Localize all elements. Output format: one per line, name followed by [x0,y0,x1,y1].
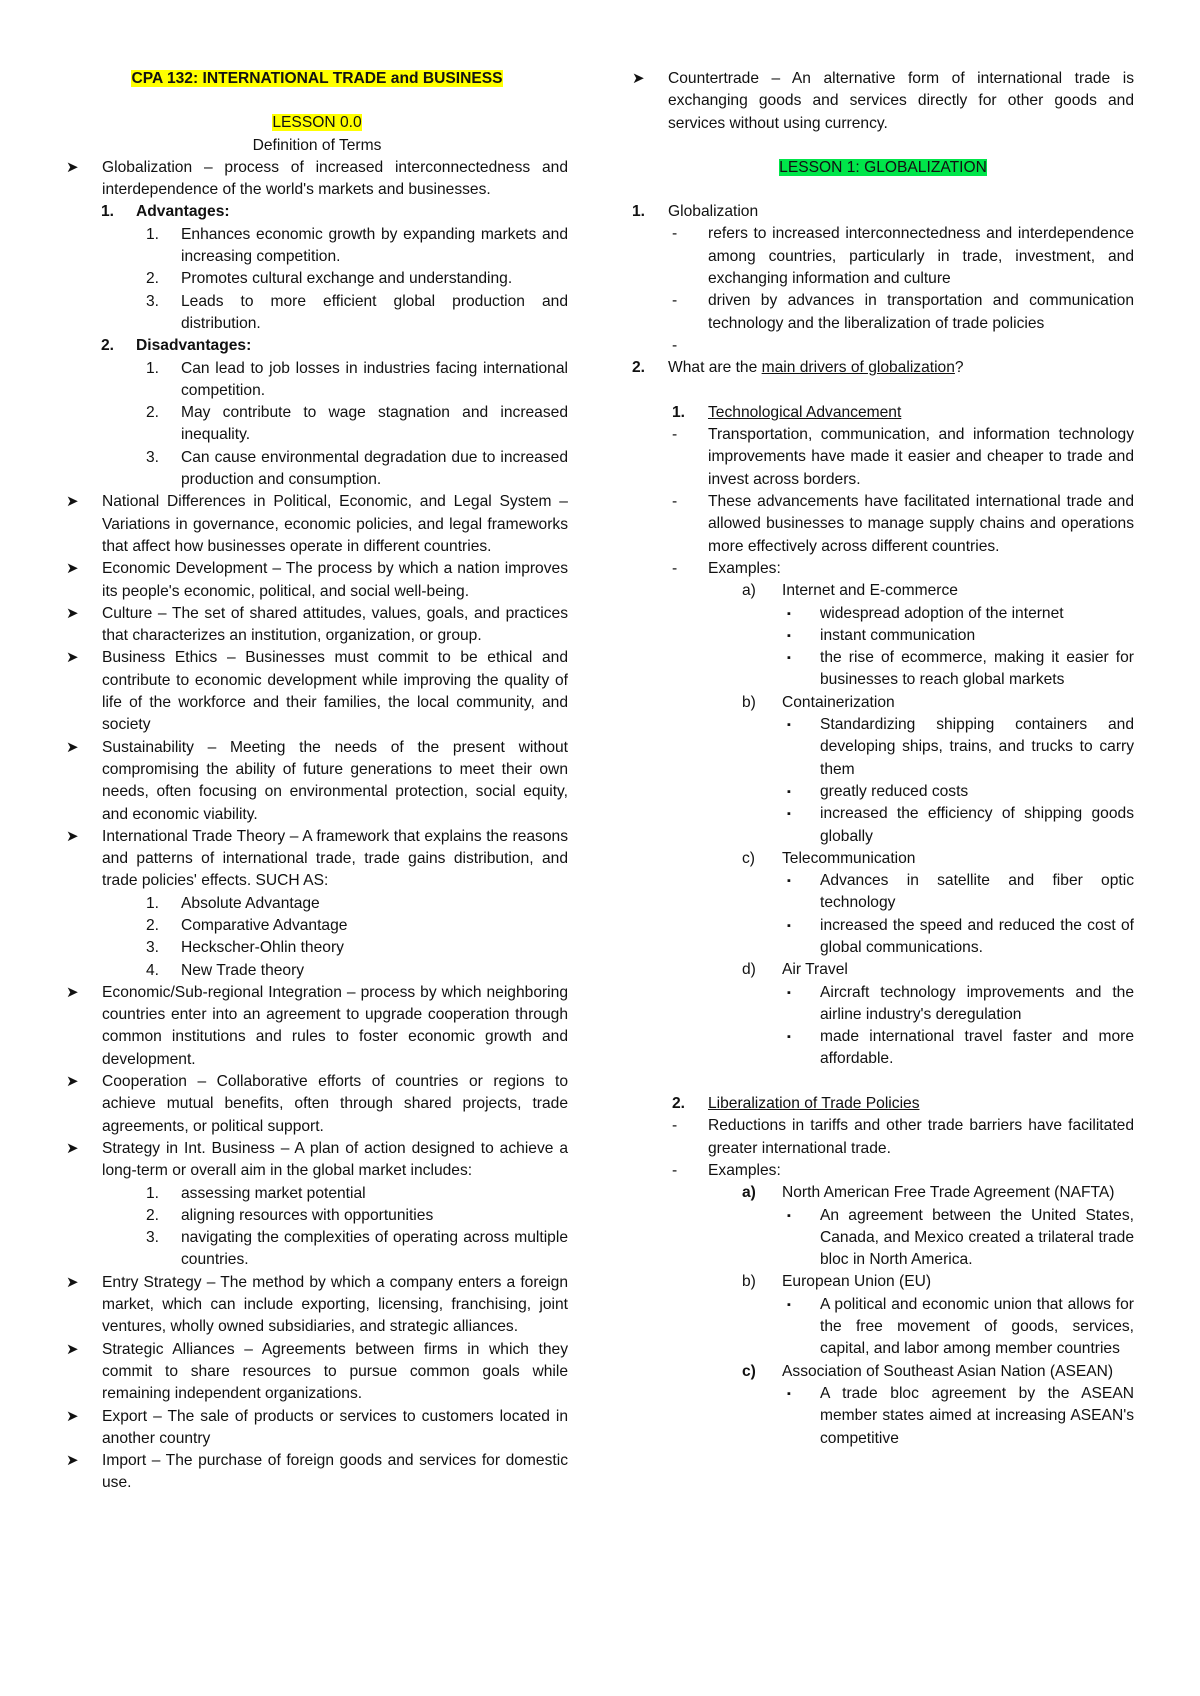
list-item: - Examples: [672,559,781,577]
arrow-bullet-icon: ➤ [66,604,79,622]
list-item: ▪ Advances in satellite and fiber optic technology [787,872,1134,912]
list-item: 1. Absolute Advantage [146,894,320,912]
example-telecommunication: c) Telecommunication [742,849,916,867]
arrow-bullet-icon: ➤ [66,1407,79,1425]
list-item: ▪ greatly reduced costs [787,782,969,800]
list-item: - Reductions in tariffs and other trade barriers have facilitated greater international trade. [672,1117,1134,1157]
term-entry-strategy: ➤ Entry Strategy – The method by which a company enters a foreign market, which can include exporting, licensing, franchising, joint ventures, wholly owned subsidiaries, and strategic alliances. [66,1273,568,1336]
list-item: ▪ Standardizing shipping containers and developing ships, trains, and trucks to carry them [787,716,1134,778]
list-item: ▪ the rise of ecommerce, making it easier for businesses to reach global markets [787,649,1134,689]
left-column [66,68,568,1495]
term-national-differences: ➤ National Differences in Political, Economic, and Legal System – Variations in governance, economic policies, and legal frameworks that affect how businesses operate in different countries. [66,493,568,555]
section-drivers: 2. What are the main drivers of globalization? [632,359,964,377]
globalization-subpoints [66,201,568,491]
list-item: ▪ A trade bloc agreement by the ASEAN member states aimed at increasing ASEAN's competitive [787,1384,1134,1447]
arrow-bullet-icon: ➤ [66,1452,79,1470]
arrow-bullet-icon: ➤ [66,1073,79,1091]
arrow-bullet-icon: ➤ [66,827,79,845]
list-item: ▪ A political and economic union that allows for the free movement of goods, services, capital, and labor among member countries [787,1295,1134,1358]
example-asean: c) Association of Southeast Asian Nation (ASEAN) [742,1362,1114,1380]
list-item: - [672,336,678,354]
strategy-items-list [66,1183,568,1272]
list-item: 1. Enhances economic growth by expanding markets and increasing competition. [146,225,568,266]
trade-theories-list [66,893,568,982]
list-item: - These advancements have facilitated international trade and allowed businesses to manage supply chains and operations more effectively across different countries. [672,493,1134,555]
list-item: 3. Heckscher-Ohlin theory [146,939,344,957]
term-culture: ➤ Culture – The set of shared attitudes, values, goals, and practices that characterizes an institution, organization, or group. [66,604,568,645]
list-item: 1. Can lead to job losses in industries facing international competition. [146,359,568,399]
list-item: 3. navigating the complexities of operating across multiple countries. [146,1229,568,1269]
list-item: 3. Leads to more efficient global production and distribution. [146,292,568,332]
list-item: ▪ increased the speed and reduced the cost of global communications. [787,916,1134,956]
list-item: ▪ increased the efficiency of shipping goods globally [787,805,1134,845]
list-item: ▪ Aircraft technology improvements and the airline industry's deregulation [787,983,1134,1023]
arrow-bullet-icon: ➤ [66,738,79,756]
term-strategic-alliances: ➤ Strategic Alliances – Agreements between firms in which they commit to share resources to pursue common goals while remaining independent organizations. [66,1340,568,1403]
arrow-bullet-icon: ➤ [632,70,645,87]
arrow-bullet-icon: ➤ [66,1139,79,1157]
list-item: 3. Can cause environmental degradation due to increased production and consumption. [146,448,568,489]
list-item: - Examples: [672,1161,781,1179]
list-item: 2. Promotes cultural exchange and understanding. [146,270,513,288]
list-item: 1. Advantages: [101,203,230,221]
arrow-bullet-icon: ➤ [66,649,79,667]
list-item: - Transportation, communication, and information technology improvements have made it easier and cheaper to trade and invest across borders. [672,426,1134,488]
list-item: - driven by advances in transportation and communication technology and the liberalization of trade policies [672,292,1134,332]
term-economic-integration: ➤ Economic/Sub-regional Integration – process by which neighboring countries enter into an agreement to upgrade cooperation through common institutions and rules to foster economic growth and development. [66,983,568,1068]
term-export: ➤ Export – The sale of products or services to customers located in another country [66,1407,568,1447]
list-item: ▪ widespread adoption of the internet [787,604,1064,622]
list-item: 1. assessing market potential [146,1184,366,1202]
example-air-travel: d) Air Travel [742,961,848,979]
lesson-0-subtitle: Definition of Terms [252,136,382,154]
lesson-1-outline [632,201,1134,1450]
list-item: 4. New Trade theory [146,961,305,979]
section-globalization: 1. Globalization [632,203,759,221]
term-cooperation: ➤ Cooperation – Collaborative efforts of countries or regions to achieve mutual benefits, often through shared projects, trade agreements, or political support. [66,1073,568,1135]
list-item: ▪ instant communication [787,626,976,644]
list-item: 2. May contribute to wage stagnation and increased inequality. [146,404,568,444]
lesson-0-heading: LESSON 0.0 [272,114,362,132]
list-item: 2. Disadvantages: [101,337,252,355]
list-item: ▪ An agreement between the United States, Canada, and Mexico created a trilateral trade bloc in North America. [787,1206,1134,1269]
right-column [632,68,1134,1450]
list-item: 2. aligning resources with opportunities [146,1206,434,1224]
term-countertrade: ➤ Countertrade – An alternative form of international trade is exchanging goods and services directly for other goods and services without using currency. [632,70,1134,132]
term-import: ➤ Import – The purchase of foreign goods and services for domestic use. [66,1452,568,1492]
example-nafta: a) North American Free Trade Agreement (NAFTA) [742,1184,1115,1202]
arrow-bullet-icon: ➤ [66,1273,79,1291]
arrow-bullet-icon: ➤ [66,983,79,1001]
course-title: CPA 132: INTERNATIONAL TRADE and BUSINESS [131,70,503,87]
example-eu: b) European Union (EU) [742,1273,932,1291]
list-item: - refers to increased interconnectedness and interdependence among countries, particularly in trade, investment, and exchanging information and culture [672,225,1134,288]
subsection-technological-advancement: 1. Technological Advancement [672,403,902,421]
lesson-1-heading: LESSON 1: GLOBALIZATION [779,158,987,176]
term-business-ethics: ➤ Business Ethics – Businesses must commit to be ethical and contribute to economic development while improving the quality of life of the workforce and their families, the local community, and society [66,649,568,734]
arrow-bullet-icon: ➤ [66,560,79,578]
example-containerization: b) Containerization [742,693,895,711]
list-item: ▪ made international travel faster and more affordable. [787,1028,1134,1068]
example-internet: a) Internet and E-commerce [742,582,958,600]
list-item: 2. Comparative Advantage [146,916,348,934]
term-strategy: ➤ Strategy in Int. Business – A plan of action designed to achieve a long-term or overall aim in the global market includes: [66,1139,568,1180]
term-globalization: ➤ Globalization – process of increased interconnectedness and interdependence of the world's markets and businesses. [66,158,568,199]
arrow-bullet-icon: ➤ [66,158,79,176]
term-international-trade-theory: ➤ International Trade Theory – A framework that explains the reasons and patterns of international trade, trade gains distribution, and trade policies' effects. SUCH AS: [66,827,568,890]
arrow-bullet-icon: ➤ [66,493,79,511]
subsection-liberalization: 2. Liberalization of Trade Policies [672,1095,920,1113]
term-sustainability: ➤ Sustainability – Meeting the needs of the present without compromising the ability of future generations to meet their own needs, often focusing on environmental protection, social equity, and economic viability. [66,738,568,823]
arrow-bullet-icon: ➤ [66,1340,79,1358]
term-economic-development: ➤ Economic Development – The process by which a nation improves its people's economic, political, and social well-being. [66,560,568,600]
